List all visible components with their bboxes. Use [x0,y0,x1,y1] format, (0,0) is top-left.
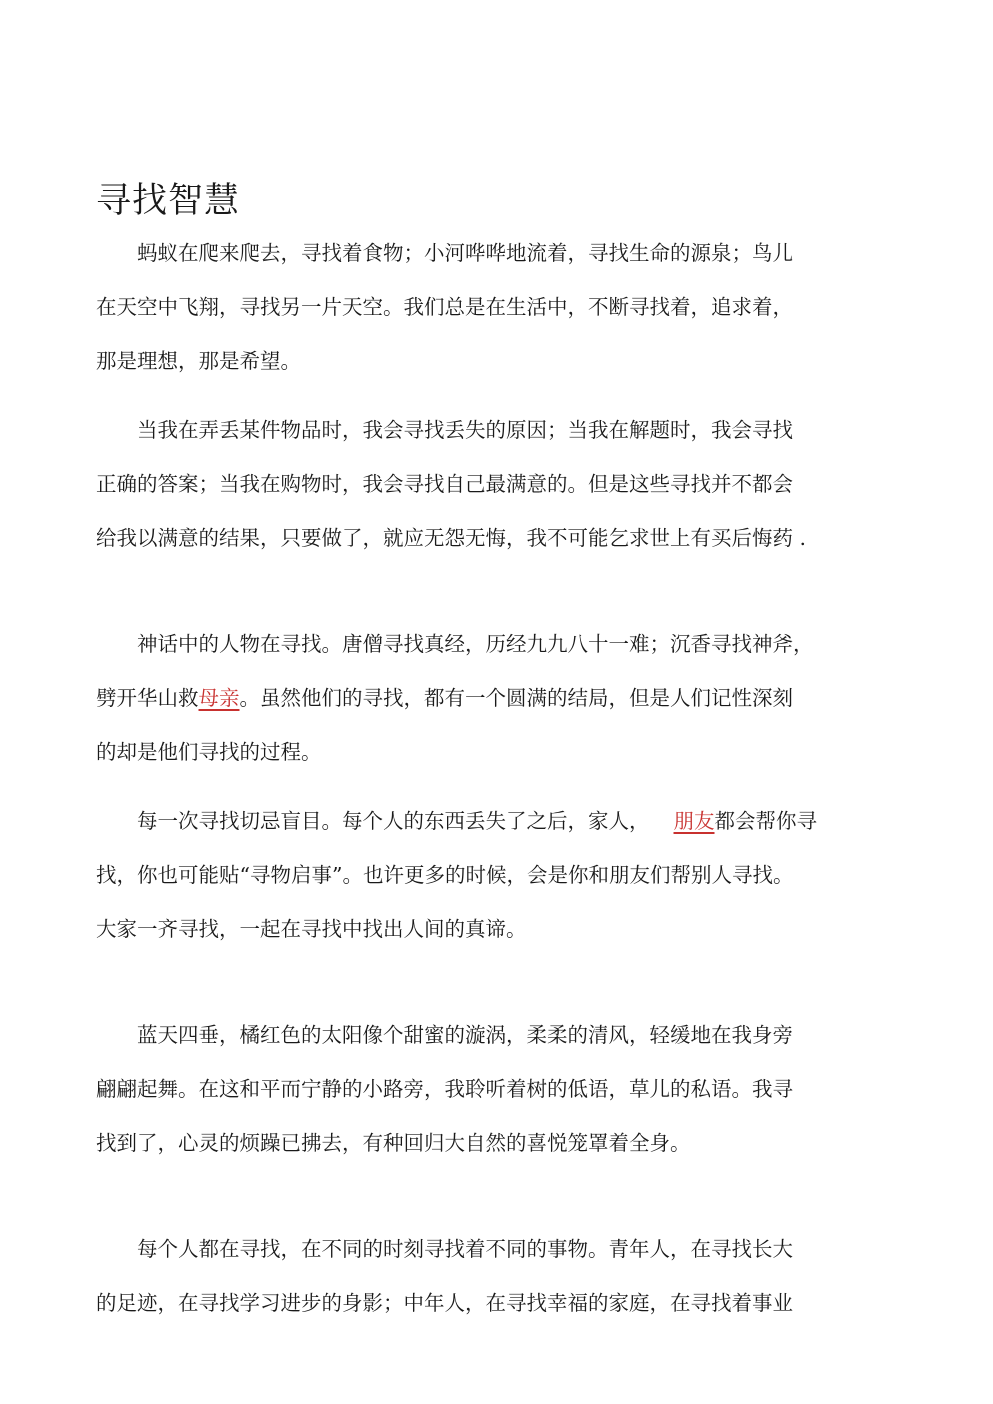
paragraph-6 [96,1222,891,1330]
paragraph-line: 给我以满意的结果，只要做了，就应无怨无悔，我不可能乞求世上有买后悔药 . [96,526,807,550]
paragraph-line: 的却是他们寻找的过程。 [96,740,322,764]
link-friend[interactable]: 朋友 [673,809,715,833]
paragraph-2 [96,403,891,565]
paragraph-line [96,671,891,725]
paragraph-line: 大家一齐寻找，一起在寻找中找出人间的真谛。 [96,917,527,941]
paragraph-line: 的足迹，在寻找学习进步的身影；中年人，在寻找幸福的家庭，在寻找着事业 [96,1291,793,1315]
text-segment: 每一次寻找切忌盲目。每个人的东西丢失了之后，家人， [137,809,650,833]
paragraph-line: 蓝天四垂，橘红色的太阳像个甜蜜的漩涡，柔柔的清风，轻缓地在我身旁 [137,1023,793,1047]
paragraph-line: 神话中的人物在寻找。唐僧寻找真经，历经九九八十一难；沉香寻找神斧， [137,632,814,656]
text-segment: 都会帮你寻 [714,809,817,833]
paragraph-1 [96,226,891,388]
paragraph-line: 那是理想，那是希望。 [96,349,301,373]
text-segment: 劈开华山救 [96,686,199,710]
paragraph-line: 找到了，心灵的烦躁已拂去，有种回归大自然的喜悦笼罩着全身。 [96,1131,691,1155]
paragraph-line: 每个人都在寻找，在不同的时刻寻找着不同的事物。青年人，在寻找长大 [137,1237,793,1261]
paragraph-line: 在天空中飞翔，寻找另一片天空。我们总是在生活中，不断寻找着，追求着， [96,295,793,319]
paragraph-line: 蚂蚁在爬来爬去，寻找着食物；小河哗哗地流着，寻找生命的源泉；鸟儿 [137,241,793,265]
text-segment: 。虽然他们的寻找，都有一个圆满的结局，但是人们记性深刻 [239,686,793,710]
paragraph-line: 找，你也可能贴“寻物启事”。也许更多的时候，会是你和朋友们帮别人寻找。 [96,863,794,887]
paragraph-line: 当我在弄丢某件物品时，我会寻找丢失的原因；当我在解题时，我会寻找 [137,418,793,442]
paragraph-line: 正确的答案；当我在购物时，我会寻找自己最满意的。但是这些寻找并不都会 [96,472,793,496]
link-mother[interactable]: 母亲 [198,686,240,710]
paragraph-line: 翩翩起舞。在这和平而宁静的小路旁，我聆听着树的低语，草儿的私语。我寻 [96,1077,793,1101]
paragraph-3 [96,617,891,779]
document-title: 寻找智慧 [96,181,241,221]
paragraph-line [96,794,891,848]
paragraph-5 [96,1008,891,1170]
paragraph-4 [96,794,891,956]
